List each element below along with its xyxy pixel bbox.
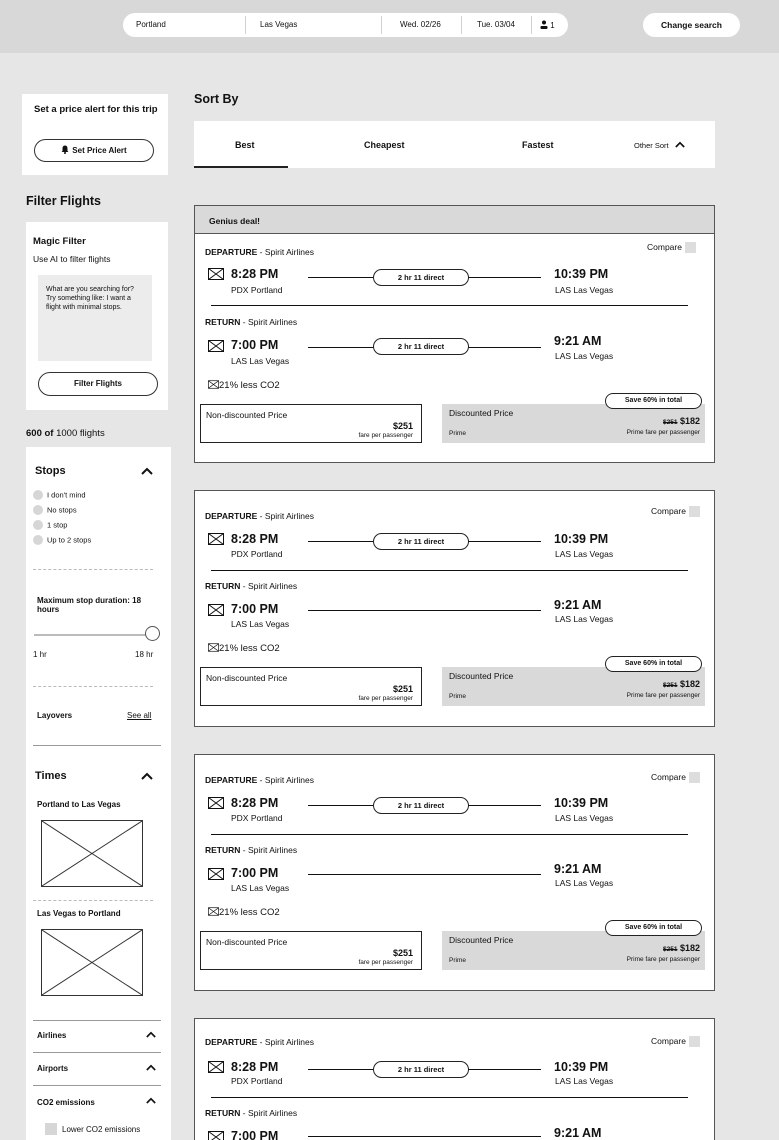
dp-price: [663, 679, 700, 689]
departure-time: 8:28 PM: [231, 267, 279, 281]
arrival-time: 10:39 PM: [554, 532, 609, 546]
slider-track: [34, 634, 152, 636]
airline-name: - Spirit Airlines: [259, 511, 314, 521]
radio-icon: [33, 505, 43, 515]
divider: [461, 16, 462, 34]
envelope-icon: [208, 907, 219, 916]
stops-option-label: Up to 2 stops: [47, 535, 92, 545]
divider: [211, 834, 688, 835]
co2-text: 21% less CO2: [219, 643, 280, 654]
return-arrival-airport: LAS Las Vegas: [555, 351, 614, 361]
sort-by-heading: Sort By: [194, 92, 239, 106]
flight-card[interactable]: [194, 754, 715, 991]
divider: [33, 686, 153, 687]
departure-label: [205, 247, 314, 257]
passenger-count: 1: [550, 21, 555, 30]
departure-title: DEPARTURE: [205, 511, 258, 521]
radio-icon: [33, 520, 43, 530]
stops-option-none[interactable]: [33, 505, 77, 515]
times-leg2-label: Las Vegas to Portland: [37, 909, 121, 918]
airline-name: - Spirit Airlines: [259, 775, 314, 785]
times-leg1-label: Portland to Las Vegas: [37, 800, 121, 809]
dp-prime-label: Prime: [449, 957, 466, 964]
dp-price: [663, 943, 700, 953]
radio-icon: [33, 535, 43, 545]
dp-price: [663, 416, 700, 426]
return-arrival-time: 9:21 AM: [554, 862, 602, 876]
filters-panel: [26, 447, 171, 1140]
results-count: [26, 428, 105, 439]
compare-toggle[interactable]: [647, 242, 696, 253]
np-label: Non-discounted Price: [206, 410, 288, 420]
compare-toggle[interactable]: [651, 506, 700, 517]
sort-tabs: [194, 121, 715, 168]
envelope-icon: [208, 604, 224, 616]
dp-label: Discounted Price: [449, 408, 514, 418]
compare-checkbox[interactable]: [689, 1036, 700, 1047]
envelope-icon: [208, 268, 224, 280]
airline-name: - Spirit Airlines: [259, 247, 314, 257]
departure-time: 8:28 PM: [231, 796, 279, 810]
np-subtitle: fare per passenger: [358, 695, 413, 702]
origin-field[interactable]: Portland: [136, 20, 166, 29]
stops-option-label: I don't mind: [47, 490, 86, 500]
envelope-icon: [208, 1061, 224, 1073]
co2-text: 21% less CO2: [219, 380, 280, 391]
chevron-up-icon[interactable]: [146, 1031, 156, 1038]
route-line: [308, 1136, 541, 1137]
active-tab-indicator: [194, 166, 288, 168]
arrival-airport: LAS Las Vegas: [555, 285, 614, 295]
divider: [33, 1085, 161, 1086]
arrival-time: 10:39 PM: [554, 267, 609, 281]
non-discounted-price: [200, 667, 422, 706]
discounted-price: [442, 404, 705, 443]
envelope-icon: [208, 340, 224, 352]
tab-fastest[interactable]: Fastest: [522, 140, 554, 150]
person-icon: [540, 20, 548, 29]
slider-handle[interactable]: [145, 626, 160, 641]
np-price: $251: [392, 421, 413, 431]
results-of: of: [44, 428, 54, 439]
dp-prime-label: Prime: [449, 693, 466, 700]
non-discounted-price: [200, 931, 422, 970]
co2-heading: CO2 emissions: [37, 1098, 95, 1107]
route-line: [308, 874, 541, 875]
divider: [33, 1020, 161, 1021]
np-price: $251: [392, 948, 413, 958]
divider: [33, 900, 153, 901]
results-total: 1000 flights: [56, 428, 105, 439]
image-placeholder-icon: [41, 929, 143, 996]
airports-heading: Airports: [37, 1064, 69, 1073]
save-badge: Save 60% in total: [605, 656, 702, 672]
flight-card[interactable]: [194, 490, 715, 727]
return-label: [205, 1108, 297, 1118]
discounted-price: [442, 931, 705, 970]
return-departure-time: 7:00 PM: [231, 338, 279, 352]
return-departure-airport: LAS Las Vegas: [231, 619, 290, 629]
np-label: Non-discounted Price: [206, 937, 288, 947]
compare-checkbox[interactable]: [685, 242, 696, 253]
magic-filter-panel: [26, 222, 168, 410]
co2-info: [208, 907, 280, 918]
tab-best[interactable]: Best: [235, 140, 255, 150]
compare-label: Compare: [651, 772, 686, 782]
compare-checkbox[interactable]: [689, 506, 700, 517]
return-title: RETURN: [205, 1108, 241, 1118]
np-price: $251: [392, 684, 413, 694]
stops-option-one[interactable]: [33, 520, 67, 530]
return-departure-time: 7:00 PM: [231, 1129, 279, 1140]
airline-name: - Spirit Airlines: [242, 1108, 298, 1118]
compare-toggle[interactable]: [651, 772, 700, 783]
co2-text: 21% less CO2: [219, 907, 280, 918]
return-arrival-time: 9:21 AM: [554, 334, 602, 348]
chevron-up-icon[interactable]: [141, 772, 153, 780]
duration-pill: 2 hr 11 direct: [373, 338, 469, 355]
envelope-icon: [208, 533, 224, 545]
max-stop-duration-label: Maximum stop duration: 18 hours: [37, 596, 142, 614]
duration-pill: 2 hr 11 direct: [373, 797, 469, 814]
save-badge: Save 60% in total: [605, 920, 702, 936]
return-arrival-airport: LAS Las Vegas: [555, 878, 614, 888]
slider-max-label: 18 hr: [135, 650, 154, 659]
chevron-up-icon[interactable]: [146, 1064, 156, 1071]
filter-flights-heading: Filter Flights: [26, 194, 101, 208]
departure-label: [205, 775, 314, 785]
arrival-airport: LAS Las Vegas: [555, 1076, 614, 1086]
dp-prime-label: Prime: [449, 430, 466, 437]
magic-filter-title: Magic Filter: [33, 236, 86, 247]
return-departure-airport: LAS Las Vegas: [231, 356, 290, 366]
dp-old-price: $251: [662, 682, 678, 689]
envelope-icon: [208, 868, 224, 880]
bell-icon: [61, 145, 69, 154]
duration-pill: 2 hr 11 direct: [373, 533, 469, 550]
top-bar: [0, 0, 779, 53]
dp-label: Discounted Price: [449, 671, 514, 681]
compare-label: Compare: [651, 1036, 686, 1046]
return-label: [205, 317, 297, 327]
return-departure-airport: LAS Las Vegas: [231, 883, 290, 893]
envelope-icon: [208, 1131, 224, 1140]
divider: [33, 1052, 161, 1053]
tab-other-sort[interactable]: [634, 141, 685, 150]
return-label: [205, 581, 297, 591]
search-summary[interactable]: [123, 13, 568, 37]
departure-label: [205, 511, 314, 521]
layovers-label: Layovers: [37, 711, 73, 720]
passengers-field[interactable]: [540, 20, 555, 30]
departure-time: 8:28 PM: [231, 532, 279, 546]
stops-option-label: No stops: [47, 505, 77, 515]
divider: [211, 1097, 688, 1098]
return-arrival-time: 9:21 AM: [554, 1126, 602, 1140]
dp-subtitle: Prime fare per passenger: [626, 429, 700, 436]
return-title: RETURN: [205, 581, 241, 591]
dp-old-price: $251: [662, 419, 678, 426]
envelope-icon: [208, 797, 224, 809]
dp-subtitle: Prime fare per passenger: [626, 956, 700, 963]
return-arrival-airport: LAS Las Vegas: [555, 614, 614, 624]
return-departure-time: 7:00 PM: [231, 602, 279, 616]
divider: [531, 16, 532, 34]
compare-toggle[interactable]: [651, 1036, 700, 1047]
chevron-up-icon[interactable]: [146, 1097, 156, 1104]
dp-label: Discounted Price: [449, 935, 514, 945]
duration-pill: 2 hr 11 direct: [373, 269, 469, 286]
dp-new-price: $182: [679, 943, 700, 953]
price-alert-title: Set a price alert for this trip: [34, 104, 158, 115]
departure-time: 8:28 PM: [231, 1060, 279, 1074]
departure-airport: PDX Portland: [231, 1076, 283, 1086]
divider: [33, 745, 161, 746]
dp-old-price: $251: [662, 946, 678, 953]
compare-checkbox[interactable]: [689, 772, 700, 783]
flight-card[interactable]: [194, 205, 715, 463]
airline-name: - Spirit Airlines: [242, 845, 298, 855]
dp-new-price: $182: [679, 679, 700, 689]
compare-label: Compare: [651, 506, 686, 516]
envelope-icon: [208, 380, 219, 389]
chevron-up-icon[interactable]: [141, 467, 153, 475]
discounted-price: [442, 667, 705, 706]
airlines-heading: Airlines: [37, 1031, 67, 1040]
tab-cheapest[interactable]: Cheapest: [364, 140, 405, 150]
set-price-alert-button[interactable]: [34, 139, 154, 162]
stops-option-any[interactable]: [33, 490, 86, 500]
magic-filter-subtitle: Use AI to filter flights: [33, 254, 111, 264]
stops-heading: Stops: [35, 465, 66, 477]
depart-date-field[interactable]: Wed. 02/26: [400, 20, 441, 29]
divider: [381, 16, 382, 34]
dp-new-price: $182: [679, 416, 700, 426]
return-date-field[interactable]: Tue. 03/04: [477, 20, 515, 29]
price-alert-panel: [22, 94, 168, 175]
magic-filter-input[interactable]: What are you searching for? Try something like: I want a flight with minimal stops.: [38, 275, 152, 361]
departure-airport: PDX Portland: [231, 549, 283, 559]
flight-card[interactable]: [194, 1018, 715, 1140]
change-search-button[interactable]: Change search: [643, 13, 740, 37]
lower-co2-label: Lower CO2 emissions: [62, 1125, 141, 1134]
duration-pill: 2 hr 11 direct: [373, 1061, 469, 1078]
return-arrival-time: 9:21 AM: [554, 598, 602, 612]
radio-icon: [33, 490, 43, 500]
departure-title: DEPARTURE: [205, 775, 258, 785]
arrival-airport: LAS Las Vegas: [555, 549, 614, 559]
compare-label: Compare: [647, 242, 682, 252]
arrival-time: 10:39 PM: [554, 796, 609, 810]
arrival-airport: LAS Las Vegas: [555, 813, 614, 823]
set-price-alert-label: Set Price Alert: [72, 146, 127, 155]
see-all-link[interactable]: See all: [127, 711, 152, 720]
departure-label: [205, 1037, 314, 1047]
airline-name: - Spirit Airlines: [259, 1037, 314, 1047]
filter-flights-button[interactable]: Filter Flights: [38, 372, 158, 396]
np-subtitle: fare per passenger: [358, 959, 413, 966]
return-departure-time: 7:00 PM: [231, 866, 279, 880]
np-label: Non-discounted Price: [206, 673, 288, 683]
return-title: RETURN: [205, 317, 241, 327]
divider: [211, 305, 688, 306]
co2-info: [208, 380, 280, 391]
destination-field[interactable]: Las Vegas: [260, 20, 298, 29]
results-shown: 600: [26, 428, 42, 439]
co2-info: [208, 643, 280, 654]
other-sort-label: Other Sort: [634, 141, 669, 150]
non-discounted-price: [200, 404, 422, 443]
times-heading: Times: [35, 770, 67, 782]
envelope-icon: [208, 643, 219, 652]
stops-option-label: 1 stop: [47, 520, 68, 530]
slider-min-label: 1 hr: [33, 650, 47, 659]
return-label: [205, 845, 297, 855]
np-subtitle: fare per passenger: [358, 432, 413, 439]
airline-name: - Spirit Airlines: [242, 581, 298, 591]
divider: [211, 570, 688, 571]
arrival-time: 10:39 PM: [554, 1060, 609, 1074]
lower-co2-checkbox[interactable]: [45, 1123, 57, 1135]
image-placeholder-icon: [41, 820, 143, 887]
stops-option-two[interactable]: [33, 535, 91, 545]
departure-airport: PDX Portland: [231, 285, 283, 295]
chevron-up-icon: [675, 141, 685, 148]
airline-name: - Spirit Airlines: [242, 317, 298, 327]
route-line: [308, 610, 541, 611]
return-title: RETURN: [205, 845, 241, 855]
genius-deal-banner: Genius deal!: [195, 206, 714, 234]
departure-title: DEPARTURE: [205, 1037, 258, 1047]
dp-subtitle: Prime fare per passenger: [626, 692, 700, 699]
divider: [33, 569, 153, 570]
departure-airport: PDX Portland: [231, 813, 283, 823]
save-badge: Save 60% in total: [605, 393, 702, 409]
divider: [245, 16, 246, 34]
departure-title: DEPARTURE: [205, 247, 258, 257]
